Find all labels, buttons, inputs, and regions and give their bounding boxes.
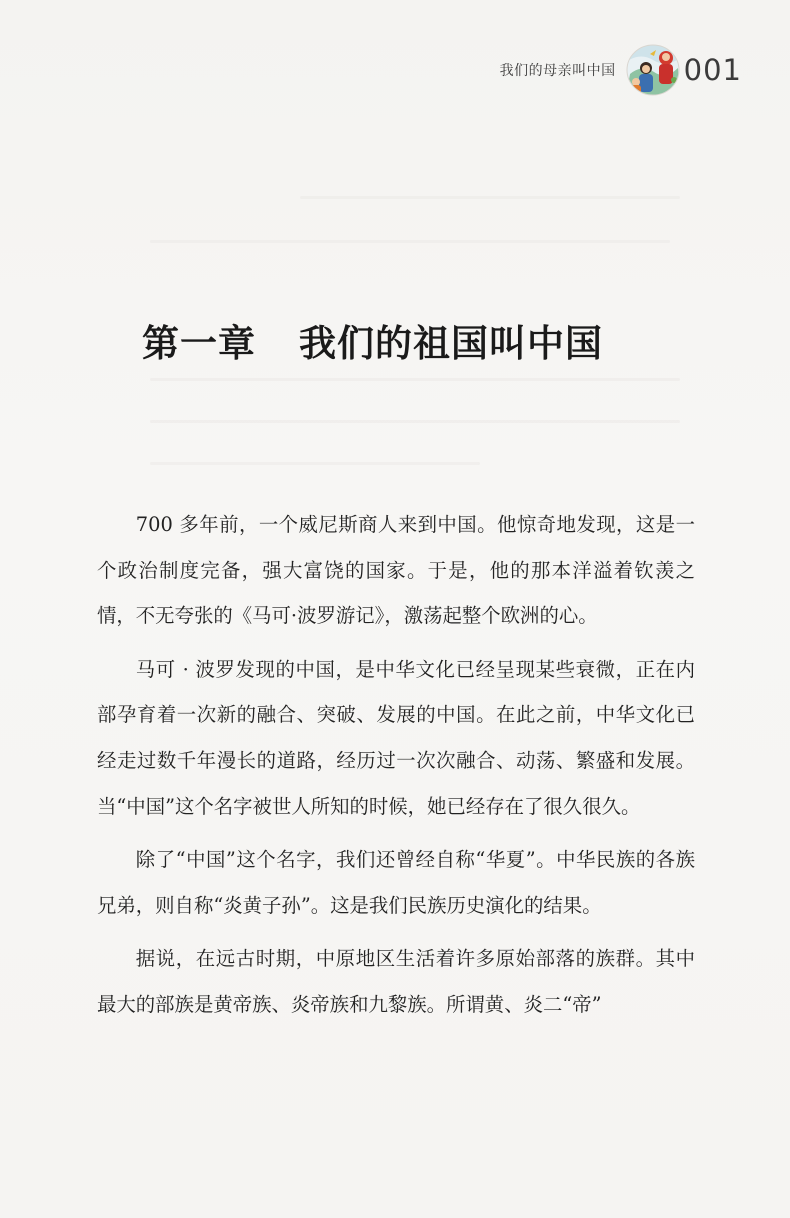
running-header [500,44,742,96]
paragraph: 据说，在远古时期，中原地区生活着许多原始部落的族群。其中最大的部族是黄帝族、炎帝族和九黎族。所谓黄、炎二“帝” [97,947,695,1016]
page-number: 001 [683,52,742,87]
paragraph: 700 多年前，一个威尼斯商人来到中国。他惊奇地发现，这是一个政治制度完备，强大富饶的国家。于是，他的那本洋溢着钦羡之情，不无夸张的《马可·波罗游记》，激荡起整个欧洲的心。 [97,513,695,628]
chapter-number: 第一章 [142,320,256,365]
chapter-title: 我们的祖国叫中国 [299,320,603,365]
show-through-line [150,420,680,423]
show-through-line [300,196,680,199]
chapter-heading [142,313,603,367]
chapter-body [97,502,695,1036]
running-header-title: 我们的母亲叫中国 [499,63,616,79]
illustration-badge-icon [626,44,680,96]
show-through-line [150,240,670,243]
paragraph: 马可 · 波罗发现的中国，是中华文化已经呈现某些衰微，正在内部孕育着一次新的融合、突破、发展的中国。在此之前，中华文化已经走过数千年漫长的道路，经历过一次次融合、动荡、繁盛和发展。当“中国”这个名字被世人所知的时候，她已经存在了很久很久。 [97,657,695,818]
show-through-line [150,378,680,381]
show-through-line [150,462,480,465]
paragraph: 除了“中国”这个名字，我们还曾经自称“华夏”。中华民族的各族兄弟，则自称“炎黄子孙”。这是我们民族历史演化的结果。 [97,848,695,917]
